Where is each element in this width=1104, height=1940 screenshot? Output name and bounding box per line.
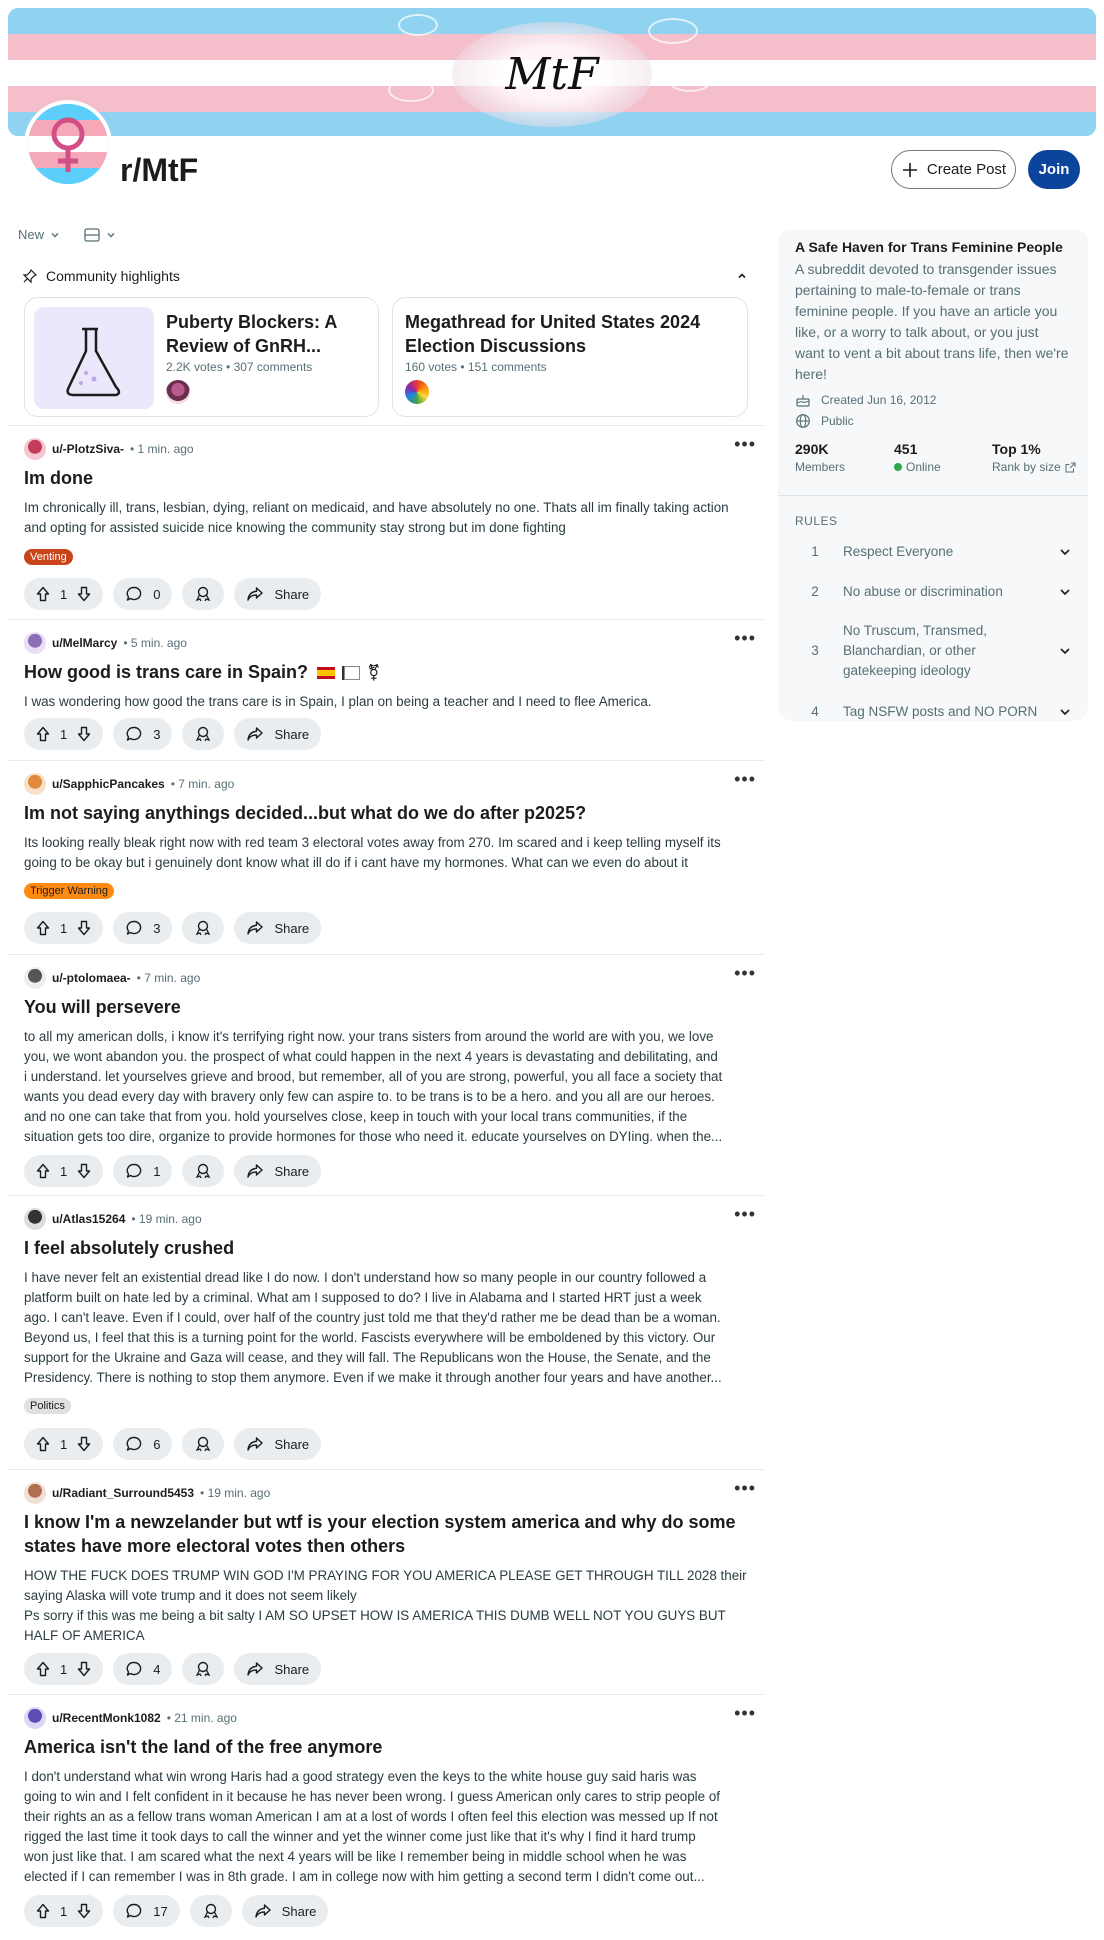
post-title[interactable]: I feel absolutely crushed (24, 1238, 235, 1258)
share-icon (246, 1660, 264, 1678)
post-body-line: Im chronically ill, trans, lesbian, dying, reliant on medicaid, and have absolutely no one. Thats all im finally taking action (24, 500, 729, 515)
comment-count: 3 (153, 920, 161, 936)
post-title-line: states have more electoral votes then others (24, 1536, 406, 1556)
share-label: Share (274, 1436, 310, 1452)
share-label: Share (274, 726, 310, 742)
online-stat (894, 441, 941, 474)
highlight-meta: 160 votes • 151 comments (405, 360, 547, 374)
award-icon (194, 1660, 212, 1678)
created-text: Created Jun 16, 2012 (821, 393, 937, 407)
award-icon (202, 1902, 220, 1920)
comments-button[interactable] (113, 578, 172, 610)
highlight-title-line: Election Discussions (405, 336, 587, 356)
share-button[interactable] (242, 1895, 329, 1927)
rule-text-line: Blanchardian, or other (843, 643, 976, 658)
rule-item[interactable] (795, 702, 1075, 722)
rule-item[interactable] (795, 582, 1075, 602)
share-button[interactable] (234, 1428, 321, 1460)
comment-icon (125, 585, 143, 603)
post-actions (24, 578, 321, 610)
post-body-line: I was wondering how good the trans care is in Spain, I plan on being a teacher and I need to flee America. (24, 694, 652, 709)
share-icon (254, 1902, 272, 1920)
more-options-icon[interactable]: ••• (734, 963, 756, 983)
award-button[interactable] (182, 578, 224, 610)
more-options-icon[interactable]: ••• (734, 1478, 756, 1498)
upvote-icon[interactable] (36, 1163, 50, 1179)
comments-button[interactable] (113, 1653, 172, 1685)
upvote-icon[interactable] (36, 1903, 50, 1919)
vote-count: 1 (60, 920, 68, 936)
post-title[interactable]: America isn't the land of the free anymore (24, 1737, 383, 1757)
share-button[interactable] (234, 578, 321, 610)
post-body-line: I have never felt an existential dread like I do now. I don't understand how so many people in our country followed a (24, 1270, 707, 1285)
award-button[interactable] (182, 718, 224, 750)
members-count: 290K (795, 441, 829, 457)
downvote-icon[interactable] (77, 1436, 91, 1452)
post-body (24, 1268, 758, 1388)
post-time: • 19 min. ago (200, 1486, 271, 1500)
rank-stat[interactable] (992, 441, 1076, 474)
post-body-line: saying Alaska will vote trump and it does not seem likely (24, 1588, 357, 1603)
post-card[interactable] (14, 1697, 764, 1935)
comment-icon (125, 725, 143, 743)
award-button[interactable] (182, 1428, 224, 1460)
share-label: Share (281, 1903, 317, 1919)
post-meta (24, 632, 187, 654)
banner-logo-text: MtF (505, 49, 599, 100)
vote-control (24, 1428, 103, 1460)
post-meta (24, 438, 194, 460)
created-date (795, 392, 936, 408)
post-body-line: Presidency. There is nothing to stop them anymore. Even if we make it through another four years and have another... (24, 1370, 722, 1385)
vote-count: 1 (60, 1903, 68, 1919)
rule-text: No abuse or discrimination (843, 584, 1003, 599)
post-body-line: going to be okay but i genuinely dont know what ill do if i cant have my hormones. What can we even do about it (24, 855, 688, 870)
divider (8, 1195, 764, 1196)
chevron-down-icon (1055, 585, 1075, 599)
chevron-down-icon (1055, 705, 1075, 719)
award-icon (194, 585, 212, 603)
share-icon (246, 1162, 264, 1180)
highlights-label: Community highlights (46, 268, 180, 284)
post-author[interactable]: u/Atlas15264 (52, 1212, 126, 1226)
description-line: want to vent a bit about trans life, then we're (795, 345, 1069, 361)
vote-count: 1 (60, 1163, 68, 1179)
visibility (795, 413, 854, 429)
user-avatar (24, 1707, 46, 1729)
community-banner (8, 8, 1096, 136)
user-avatar (24, 1208, 46, 1230)
highlight-title-line: Review of GnRH... (166, 336, 322, 356)
user-avatar (24, 632, 46, 654)
post-card[interactable] (14, 1198, 764, 1468)
share-button[interactable] (234, 1155, 321, 1187)
chevron-down-icon (1055, 545, 1075, 559)
rule-text: Tag NSFW posts and NO PORN (843, 704, 1038, 719)
comments-button[interactable] (113, 1428, 172, 1460)
divider (8, 1694, 764, 1695)
user-avatar (24, 967, 46, 989)
post-actions (24, 1895, 328, 1927)
vote-count: 1 (60, 586, 68, 602)
comments-button[interactable] (113, 1155, 172, 1187)
community-tagline: A Safe Haven for Trans Feminine People (795, 239, 1063, 255)
post-body-line: i understand. let yourselves grieve and brood, but remember, all of you are strong, powerful, you all face a society that (24, 1069, 723, 1084)
rule-text-line: gatekeeping ideology (843, 663, 971, 678)
create-post-button[interactable] (891, 150, 1016, 189)
post-meta (24, 1208, 202, 1230)
more-options-icon[interactable]: ••• (734, 434, 756, 454)
post-body-line: Ps sorry if this was me being a bit salty I AM SO UPSET HOW IS AMERICA THIS DUMB WELL NOT YOU GUYS BUT (24, 1608, 726, 1623)
post-meta (24, 1482, 270, 1504)
author-avatar (405, 380, 429, 404)
post-title[interactable] (24, 1510, 754, 1558)
post-author[interactable]: u/Radiant_Surround5453 (52, 1486, 195, 1500)
vote-count: 1 (60, 1661, 68, 1677)
rank-label: Rank by size (992, 460, 1061, 474)
rule-item[interactable] (795, 542, 1075, 562)
vote-count: 1 (60, 1436, 68, 1452)
transgender-symbol-icon: ⚧ (367, 663, 381, 682)
chevron-down-icon (50, 230, 60, 240)
post-card[interactable] (14, 622, 764, 758)
community-name: r/MtF (120, 152, 199, 188)
divider (8, 425, 764, 426)
comment-icon (125, 919, 143, 937)
white-flag-icon (342, 666, 360, 680)
divider (8, 1469, 764, 1470)
award-button[interactable] (190, 1895, 232, 1927)
chevron-down-icon (1055, 644, 1075, 658)
post-body-line: rigged the last time it took days to call the winner and yet the winner come just like that it's why I find it hard trump (24, 1829, 696, 1844)
vote-count: 1 (60, 726, 68, 742)
comment-count: 6 (153, 1436, 161, 1452)
more-options-icon[interactable]: ••• (734, 1703, 756, 1723)
online-count: 451 (894, 441, 918, 457)
downvote-icon[interactable] (77, 1163, 91, 1179)
community-sidebar (778, 229, 1088, 721)
post-author[interactable]: u/-ptolomaea- (52, 971, 131, 985)
share-button[interactable] (234, 718, 321, 750)
description-line: pertaining to male-to-female or trans (795, 282, 1021, 298)
post-body-line: their rights an as a fellow trans woman American I am at a lost of words I often feel this election was messed up If not (24, 1809, 718, 1824)
rule-number: 2 (811, 584, 819, 599)
post-actions (24, 1428, 321, 1460)
award-icon (194, 919, 212, 937)
view-dropdown[interactable] (84, 228, 116, 242)
downvote-icon[interactable] (77, 1661, 91, 1677)
post-body-line: to all my american dolls, i know it's terrifying right now. your trans sisters from around the world are with you, we love (24, 1029, 714, 1044)
sort-dropdown[interactable] (18, 227, 60, 242)
post-flair[interactable]: Politics (24, 1398, 71, 1414)
highlight-title-line: Puberty Blockers: A (166, 312, 338, 332)
share-label: Share (274, 1163, 310, 1179)
more-options-icon[interactable]: ••• (734, 1204, 756, 1224)
post-body (24, 498, 758, 538)
post-body-line: and no one can take that from you. hold yourselves close, keep in touch with your local trans communities, if the (24, 1109, 688, 1124)
highlight-title-line: Megathread for United States 2024 (405, 312, 701, 332)
description-line: feminine people. If you have an article you (795, 303, 1058, 319)
share-icon (246, 585, 264, 603)
rule-number: 1 (811, 544, 819, 559)
vote-control (24, 1155, 103, 1187)
upvote-icon[interactable] (36, 726, 50, 742)
sort-value: New (18, 227, 45, 242)
downvote-icon[interactable] (77, 920, 91, 936)
upvote-icon[interactable] (36, 1436, 50, 1452)
post-body-line: I don't understand what win wrong Haris had a good strategy even the keys to the white house guy said haris was (24, 1769, 697, 1784)
comment-icon (125, 1660, 143, 1678)
post-body-line: Its looking really bleak right now with red team 3 electoral votes away from 270. Im scared and i keep telling myself its (24, 835, 721, 850)
rule-text: Respect Everyone (843, 544, 954, 559)
rank-value: Top 1% (992, 441, 1041, 457)
post-actions (24, 1155, 321, 1187)
vote-control (24, 1653, 103, 1685)
post-time: • 21 min. ago (166, 1711, 237, 1725)
post-body-line: won just like that. I am scared what the next 4 years will be like I remember being in middle school when he was (24, 1849, 687, 1864)
vote-control (24, 718, 103, 750)
post-body-line: HALF OF AMERICA (24, 1628, 145, 1643)
more-options-icon[interactable]: ••• (734, 628, 756, 648)
post-title-row[interactable] (24, 660, 754, 685)
vote-control (24, 912, 103, 944)
highlights-header[interactable] (22, 268, 748, 284)
share-icon (246, 725, 264, 743)
post-body (24, 692, 758, 712)
description-line: A subreddit devoted to transgender issues (795, 261, 1057, 277)
post-meta (24, 967, 200, 989)
flask-thumbnail (34, 307, 154, 409)
globe-icon (795, 413, 811, 429)
divider (8, 760, 764, 761)
post-title[interactable]: Im done (24, 468, 94, 488)
post-actions (24, 718, 321, 750)
cake-icon (795, 392, 811, 408)
post-time: • 1 min. ago (130, 442, 194, 456)
post-body-line: ago. I can't leave. Even if I could, over half of the country just told me that they'd rather me be dead than be a woman. (24, 1310, 721, 1325)
post-time: • 7 min. ago (136, 971, 201, 985)
plus-icon (901, 161, 919, 179)
comment-count: 0 (153, 586, 161, 602)
award-icon (194, 1162, 212, 1180)
more-options-icon[interactable]: ••• (734, 769, 756, 789)
award-button[interactable] (182, 1155, 224, 1187)
post-meta (24, 1707, 237, 1729)
post-time: • 19 min. ago (131, 1212, 202, 1226)
highlight-card[interactable] (24, 297, 379, 417)
user-avatar (24, 1482, 46, 1504)
post-title[interactable]: How good is trans care in Spain? (24, 662, 309, 682)
post-body-line: situation gets too dire, organize to provide hormones for those who need it. educate yourselves on DYIing. when the... (24, 1129, 723, 1144)
post-body (24, 833, 758, 873)
post-flair[interactable]: Venting (24, 549, 73, 565)
post-actions (24, 912, 321, 944)
vote-control (24, 1895, 103, 1927)
online-label: Online (906, 460, 941, 474)
post-time: • 7 min. ago (170, 777, 235, 791)
share-icon (246, 1435, 264, 1453)
banner-logo (452, 22, 652, 127)
comments-button[interactable] (113, 1895, 179, 1927)
description-line: here! (795, 366, 827, 382)
description-line: like, or a worry to talk about, or you just (795, 324, 1039, 340)
upvote-icon[interactable] (36, 920, 50, 936)
award-icon (194, 725, 212, 743)
author-avatar (166, 380, 190, 404)
user-avatar (24, 438, 46, 460)
downvote-icon[interactable] (77, 1903, 91, 1919)
upvote-icon[interactable] (36, 1661, 50, 1677)
spain-flag-icon (317, 667, 335, 679)
rule-text-line: No Truscum, Transmed, (843, 623, 988, 638)
comment-count: 4 (153, 1661, 161, 1677)
award-button[interactable] (182, 912, 224, 944)
post-body (24, 1566, 758, 1646)
join-button[interactable]: Join (1028, 150, 1080, 189)
post-body-line: Beyond us, I feel that this is a turning point for the world. Fascists everywhere will be emboldened by this victory. Our (24, 1330, 716, 1345)
post-title[interactable]: Im not saying anythings decided...but what do we do after p2025? (24, 803, 587, 823)
award-icon (194, 1435, 212, 1453)
comment-count: 1 (153, 1163, 161, 1179)
post-card[interactable] (14, 428, 764, 618)
external-link-icon (1065, 462, 1076, 473)
share-button[interactable] (234, 912, 321, 944)
post-title-line: I know I'm a newzelander but wtf is your election system america and why do some (24, 1512, 736, 1532)
divider (8, 954, 764, 955)
post-body (24, 1027, 758, 1147)
comment-icon (125, 1435, 143, 1453)
post-body-line: going to win and I felt confident in it because he has never been wrong. I guess American only cares to strip people of (24, 1789, 720, 1804)
divider (8, 619, 764, 620)
online-row (894, 460, 941, 474)
comment-count: 17 (153, 1903, 168, 1919)
post-body-line: HOW THE FUCK DOES TRUMP WIN GOD I'M PRAYING FOR YOU AMERICA PLEASE GET THROUGH TILL 2028 their (24, 1568, 747, 1583)
post-title[interactable]: You will persevere (24, 997, 181, 1017)
pin-icon (22, 268, 38, 284)
post-actions (24, 1653, 321, 1685)
rule-text (835, 621, 1055, 681)
rule-number: 4 (811, 704, 819, 719)
visibility-text: Public (821, 414, 854, 428)
post-body-line: elected if I can remember I was in 8th grade. I am in college now with him getting a second term I didn't come out... (24, 1869, 705, 1884)
post-body-line: wants you dead every day with bravery only few can aspire to. to be trans is to be a hero. and you all are our heroes. (24, 1089, 715, 1104)
share-label: Share (274, 1661, 310, 1677)
post-body-line: platform built on hate led by a criminal. What am I supposed to do? I live in Alabama and I started HRT just a week (24, 1290, 702, 1305)
post-card[interactable] (14, 957, 764, 1195)
share-button[interactable] (234, 1653, 321, 1685)
upvote-icon[interactable] (36, 586, 50, 602)
divider (778, 495, 1088, 496)
post-meta (24, 773, 234, 795)
post-author[interactable]: u/MelMarcy (52, 636, 118, 650)
post-card[interactable] (14, 763, 764, 953)
share-label: Share (274, 586, 310, 602)
highlight-meta: 2.2K votes • 307 comments (166, 360, 313, 374)
create-post-label: Create Post (926, 161, 1007, 178)
comment-count: 3 (153, 726, 161, 742)
user-avatar (24, 773, 46, 795)
downvote-icon[interactable] (77, 586, 91, 602)
rule-number: 3 (811, 643, 819, 658)
feed-controls (18, 227, 116, 242)
highlight-card[interactable] (392, 297, 748, 417)
post-time: • 5 min. ago (123, 636, 187, 650)
online-dot-icon (894, 463, 902, 471)
post-body-line: and opting for assisted suicide nice knowing the community stay strong but im done fighting (24, 520, 566, 535)
post-card[interactable] (14, 1472, 764, 1694)
downvote-icon[interactable] (77, 726, 91, 742)
share-label: Share (274, 920, 310, 936)
comment-icon (125, 1162, 143, 1180)
post-author[interactable]: u/-PlotzSiva- (52, 442, 125, 456)
post-author[interactable]: u/RecentMonk1082 (52, 1711, 161, 1725)
post-author[interactable]: u/SapphicPancakes (52, 777, 165, 791)
comment-icon (125, 1902, 143, 1920)
layout-icon (84, 228, 100, 242)
post-body-line: support for the Ukraine and Gaza will cease, and they will fall. The Republicans won the House, the Senate, and the (24, 1350, 711, 1365)
rank-row (992, 460, 1076, 474)
chevron-down-icon (106, 230, 116, 240)
comments-button[interactable] (113, 912, 172, 944)
rules-heading: RULES (795, 514, 838, 528)
comments-button[interactable] (113, 718, 172, 750)
post-body-line: you, we wont abandon you. the prospect of what could happen in the next 4 years is devastating and debilitating, and (24, 1049, 718, 1064)
chevron-up-icon[interactable] (736, 270, 748, 282)
members-stat (795, 441, 845, 474)
post-body (24, 1767, 758, 1887)
post-flair[interactable]: Trigger Warning (24, 883, 114, 899)
rule-item[interactable] (795, 621, 1075, 681)
share-icon (246, 919, 264, 937)
members-label: Members (795, 460, 846, 474)
award-button[interactable] (182, 1653, 224, 1685)
community-avatar (24, 100, 112, 188)
community-description (795, 259, 1080, 385)
vote-control (24, 578, 103, 610)
